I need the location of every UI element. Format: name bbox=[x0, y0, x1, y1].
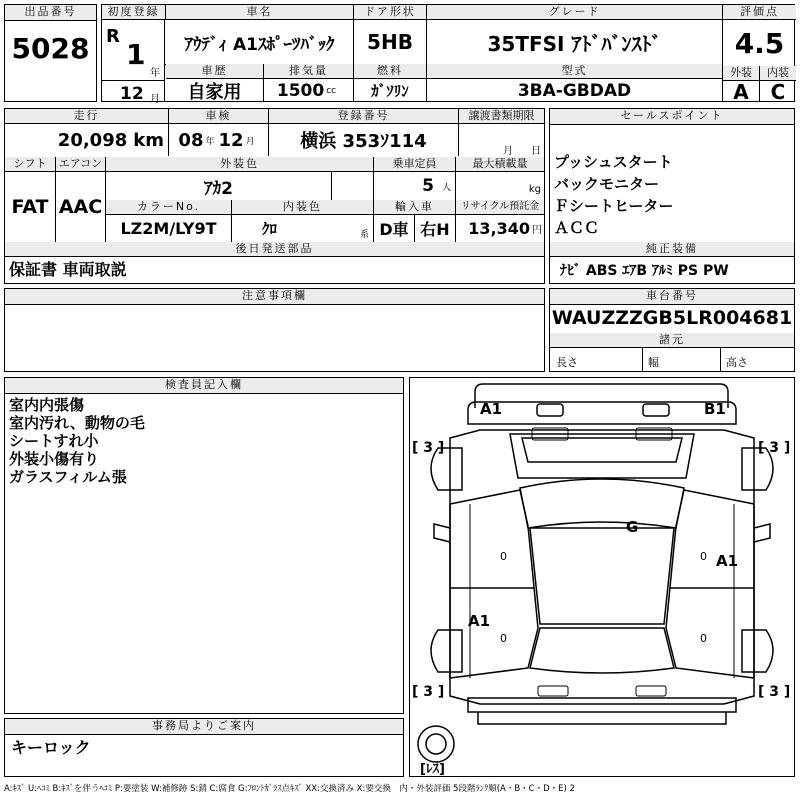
detail-table bbox=[4, 108, 545, 284]
plate-value: 横浜 353ｿ114 bbox=[268, 124, 458, 156]
inspection-year-unit: 年 bbox=[205, 136, 215, 147]
car-name-label: 車名 bbox=[165, 5, 353, 20]
grade-label: グレード bbox=[426, 5, 722, 20]
transfer-month-unit: 月 bbox=[503, 146, 513, 157]
era-value: R bbox=[106, 26, 120, 47]
inspector-note: 室内汚れ、動物の毛 bbox=[9, 414, 145, 432]
sales-item: プッシュスタート bbox=[554, 153, 673, 171]
color-no-value: LZ2M/LY9T bbox=[105, 215, 231, 242]
displacement-unit: cc bbox=[326, 85, 337, 96]
load-label: 最大積載量 bbox=[455, 157, 544, 172]
era-year-value: 1 bbox=[126, 38, 146, 71]
inspector-note: シートすれ小 bbox=[9, 432, 99, 450]
inspector-note: 室内内張傷 bbox=[9, 396, 85, 414]
car-outline bbox=[410, 378, 794, 776]
transfer-cell bbox=[458, 124, 544, 156]
spare-tire-mark: [ﾚｽ] bbox=[420, 762, 445, 777]
door-value: 5HB bbox=[353, 20, 426, 64]
equipment-value: ﾅﾋﾞ ABS ｴｱB ｱﾙﾐ PS PW bbox=[560, 263, 729, 279]
caution-box bbox=[4, 288, 545, 372]
model-label: 型式 bbox=[426, 64, 722, 79]
inspector-note: 外装小傷有り bbox=[9, 450, 100, 468]
month-unit: 月 bbox=[150, 94, 160, 105]
model-value: 3BA-GBDAD bbox=[426, 79, 722, 102]
recycle-label: リサイクル預託金 bbox=[455, 200, 544, 215]
inspection-label: 車検 bbox=[168, 109, 268, 124]
sales-item: ＡＣＣ bbox=[554, 219, 600, 237]
transfer-label: 譲渡書類期限 bbox=[458, 109, 544, 124]
damage-mark-g: G bbox=[626, 518, 639, 536]
displacement-label: 排気量 bbox=[263, 64, 353, 79]
tire-mark-fr: [ 3 ] bbox=[758, 440, 791, 456]
load-cell bbox=[455, 172, 544, 200]
door-zero-mark: 0 bbox=[500, 632, 507, 645]
score-value: 4.5 bbox=[722, 20, 796, 66]
inspection-cell bbox=[168, 124, 268, 156]
door-zero-mark: 0 bbox=[700, 550, 707, 563]
aircon-value: AAC bbox=[55, 172, 105, 242]
capacity-label: 乗車定員 bbox=[373, 157, 455, 172]
tire-mark-rl: [ 3 ] bbox=[412, 684, 445, 700]
inspector-label: 検査員記入欄 bbox=[5, 378, 403, 394]
score-label: 評価点 bbox=[722, 5, 796, 20]
lot-box bbox=[4, 4, 97, 102]
tire-mark-fl: [ 3 ] bbox=[412, 440, 445, 456]
plate-label: 登録番号 bbox=[268, 109, 458, 124]
ext-color-label: 外装色 bbox=[105, 157, 373, 172]
mileage-label: 走行 bbox=[5, 109, 168, 124]
first-reg-cell bbox=[102, 20, 165, 105]
aircon-label: エアコン bbox=[55, 157, 105, 172]
damage-mark-a1-left: A1 bbox=[468, 612, 491, 630]
damage-mark-a1: A1 bbox=[480, 400, 503, 418]
lot-label: 出品番号 bbox=[5, 5, 96, 21]
chassis-value: WAUZZZGB5LR004681 bbox=[551, 306, 793, 329]
int-color-value: ｸﾛ bbox=[262, 220, 278, 238]
mileage-unit: km bbox=[133, 129, 164, 151]
dims-label: 諸元 bbox=[550, 333, 794, 348]
shift-label: シフト bbox=[5, 157, 55, 172]
import-label: 輸入車 bbox=[373, 200, 455, 215]
int-color-cell bbox=[231, 215, 373, 242]
interior-value: C bbox=[759, 81, 796, 102]
equipment-label: 純正装備 bbox=[550, 242, 794, 257]
sales-box bbox=[549, 108, 795, 284]
mileage-value: 20,098 bbox=[57, 129, 128, 151]
inspection-month: 12 bbox=[218, 129, 244, 151]
import-value: D車 bbox=[373, 215, 414, 242]
caution-label: 注意事項欄 bbox=[5, 289, 544, 305]
exterior-value: A bbox=[722, 81, 759, 102]
car-diagram bbox=[409, 377, 795, 777]
displacement-value: 1500 bbox=[276, 80, 325, 101]
car-name-value: ｱｳﾃﾞｨ A1ｽﾎﾟｰﾂﾊﾞｯｸ bbox=[184, 34, 335, 55]
tire-mark-rr: [ 3 ] bbox=[758, 684, 791, 700]
color-no-label: カラーNo. bbox=[105, 200, 231, 215]
office-label: 事務局よりご案内 bbox=[5, 719, 403, 735]
interior-label: 内装 bbox=[759, 66, 796, 81]
shift-value: FAT bbox=[11, 196, 49, 218]
inspection-month-unit: 月 bbox=[245, 136, 255, 147]
displacement-cell bbox=[263, 79, 353, 102]
grade-value: 35TFSI ｱﾄﾞﾊﾞﾝｽﾄﾞ bbox=[426, 20, 722, 64]
recycle-value: 13,340 bbox=[468, 219, 530, 238]
first-reg-label: 初度登録 bbox=[102, 5, 165, 20]
office-box bbox=[4, 718, 404, 777]
height-label: 高さ bbox=[726, 356, 748, 369]
fuel-label: 燃料 bbox=[353, 64, 426, 79]
chassis-label: 車台番号 bbox=[550, 289, 794, 305]
sales-label: セールスポイント bbox=[550, 109, 794, 125]
damage-mark-a1-right: A1 bbox=[716, 552, 739, 570]
month-value: 12 bbox=[120, 84, 144, 104]
length-label: 長さ bbox=[556, 356, 578, 369]
history-value: 自家用 bbox=[187, 81, 242, 103]
damage-mark-b1: B1 bbox=[704, 400, 726, 418]
transfer-day-unit: 日 bbox=[531, 146, 541, 157]
ext-color-value: ｱｶ2 bbox=[105, 172, 331, 200]
steering-value: 右H bbox=[414, 215, 455, 242]
exterior-label: 外装 bbox=[722, 66, 759, 81]
recycle-cell bbox=[455, 215, 544, 242]
door-zero-mark: 0 bbox=[500, 550, 507, 563]
top-table bbox=[101, 4, 795, 105]
fuel-value: ｶﾞｿﾘﾝ bbox=[353, 79, 426, 102]
history-label: 車歴 bbox=[166, 64, 263, 79]
lot-value: 5028 bbox=[11, 31, 90, 65]
inspector-box bbox=[4, 377, 404, 714]
sales-item: Ｆシートヒーター bbox=[554, 197, 674, 215]
later-parts-label: 後日発送部品 bbox=[5, 242, 544, 257]
inspector-note: ガラスフィルム張 bbox=[9, 468, 127, 486]
door-zero-mark: 0 bbox=[700, 632, 707, 645]
width-label: 幅 bbox=[648, 356, 659, 369]
office-value: キーロック bbox=[11, 738, 91, 757]
sales-item: バックモニター bbox=[554, 175, 660, 193]
chassis-box bbox=[549, 288, 795, 372]
door-label: ドア形状 bbox=[353, 5, 426, 20]
load-unit: kg bbox=[528, 184, 541, 195]
mileage-cell bbox=[5, 124, 168, 156]
capacity-unit: 人 bbox=[441, 182, 451, 193]
int-color-label: 内装色 bbox=[231, 200, 373, 215]
legend-text: A:ｷｽﾞ U:ﾍｺﾐ B:ｷｽﾞを伴うﾍｺﾐ P:要塗装 W:補修跡 S:錆 C:腐食 G:ﾌﾛﾝﾄｶﾞﾗｽ点ｷｽﾞ XX:交換済み X:要交換 内・外装評価 5段階ﾗﾝｸ順(A・B・C・D・E) 2 bbox=[4, 784, 575, 794]
recycle-unit: 円 bbox=[532, 225, 542, 236]
inspection-year: 08 bbox=[178, 129, 204, 151]
capacity-value: 5 bbox=[422, 176, 434, 196]
year-unit: 年 bbox=[150, 68, 160, 79]
later-parts-value: 保証書 車両取説 bbox=[9, 260, 127, 279]
capacity-cell bbox=[373, 172, 455, 200]
int-color-unit: 系 bbox=[359, 230, 369, 240]
